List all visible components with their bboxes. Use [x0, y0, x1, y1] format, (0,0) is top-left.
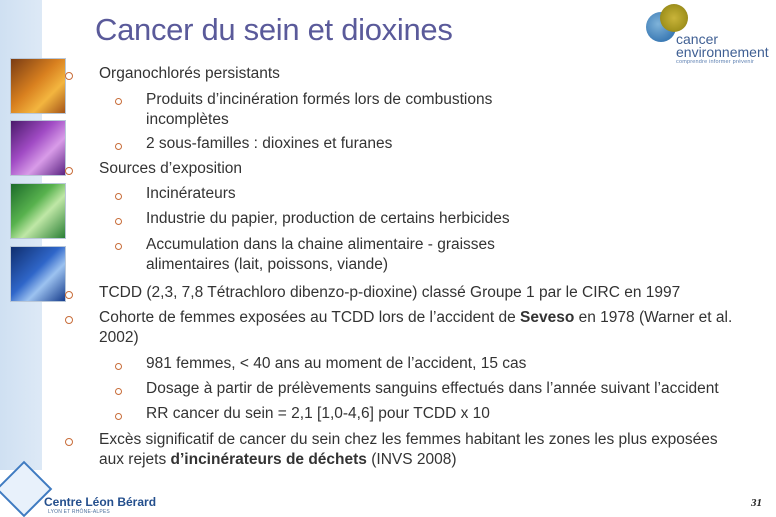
thumbnail-photo-1: [10, 58, 66, 114]
bullet-marker: [115, 243, 122, 250]
bullet-line: [99, 450, 718, 470]
bullet-line: Accumulation dans la chaine alimentaire - graisses: [146, 236, 495, 253]
bullet-text: en 1978 (Warner et al.: [574, 309, 733, 326]
bullet-marker: [115, 388, 122, 395]
thumbnail-photo-3: [10, 183, 66, 239]
cancer-environnement-logo: [640, 2, 776, 66]
bullet-text: (INVS 2008): [366, 451, 457, 468]
bullet-item: RR cancer du sein = 2,1 [1,0-4,6] pour TCDD x 10: [146, 405, 490, 422]
bullet-line: alimentaires (lait, poissons, viande): [146, 256, 389, 273]
brand-tagline: comprendre informer prévenir: [676, 59, 755, 65]
bullet-marker: [115, 143, 122, 150]
bullet-item: TCDD (2,3, 7,8 Tétrachloro dibenzo-p-dioxine) classé Groupe 1 par le CIRC en 1997: [99, 284, 681, 301]
bullet-marker: [65, 316, 73, 324]
bullet-item: Incinérateurs: [146, 185, 236, 202]
bullet-item: [99, 430, 718, 470]
bullet-marker: [115, 193, 122, 200]
bullet-marker: [65, 167, 73, 175]
bullet-item: Dosage à partir de prélèvements sanguins effectués dans l’année suivant l’accident: [146, 380, 719, 397]
bullet-marker: [65, 291, 73, 299]
bullet-item: 981 femmes, < 40 ans au moment de l’accident, 15 cas: [146, 355, 527, 372]
bullet-line: 2002): [99, 329, 139, 346]
bullet-marker: [115, 363, 122, 370]
bullet-marker: [115, 218, 122, 225]
bullet-item: Organochlorés persistants: [99, 65, 280, 82]
bullet-line: incomplètes: [146, 111, 229, 128]
bullet-bold-text: d’incinérateurs de déchets: [170, 451, 367, 468]
bullet-item: [146, 235, 495, 275]
bullet-item: [146, 90, 492, 130]
brand-line2: environnement: [676, 44, 769, 60]
thumbnail-photo-2: [10, 120, 66, 176]
logo-name: Centre Léon Bérard: [44, 495, 157, 509]
bullet-item: [99, 308, 732, 348]
brand-line1: cancer: [676, 31, 719, 47]
bullet-item: Industrie du papier, production de certains herbicides: [146, 210, 510, 227]
bullet-item: Sources d’exposition: [99, 160, 243, 177]
bullet-marker: [115, 98, 122, 105]
bullet-item: 2 sous-familles : dioxines et furanes: [146, 135, 393, 152]
bullet-text: Cohorte de femmes exposées au TCDD lors de l’accident de: [99, 309, 521, 326]
slide-title: Cancer du sein et dioxines: [95, 12, 453, 47]
bullet-marker: [115, 413, 122, 420]
bullet-bold-text: Seveso: [520, 309, 575, 326]
thumbnail-photo-4: [10, 246, 66, 302]
bullet-marker: [65, 72, 73, 80]
logo-subtitle: LYON ET RHÔNE-ALPES: [48, 509, 110, 515]
bullet-line: Produits d’incinération formés lors de combustions: [146, 91, 493, 108]
tree-icon: [660, 4, 688, 32]
bullet-line: Excès significatif de cancer du sein chez les femmes habitant les zones les plus exposées: [99, 431, 718, 448]
page-number: 31: [751, 497, 762, 509]
centre-leon-berard-logo: [0, 465, 157, 517]
bullet-text: aux rejets: [99, 451, 171, 468]
bullet-marker: [65, 438, 73, 446]
